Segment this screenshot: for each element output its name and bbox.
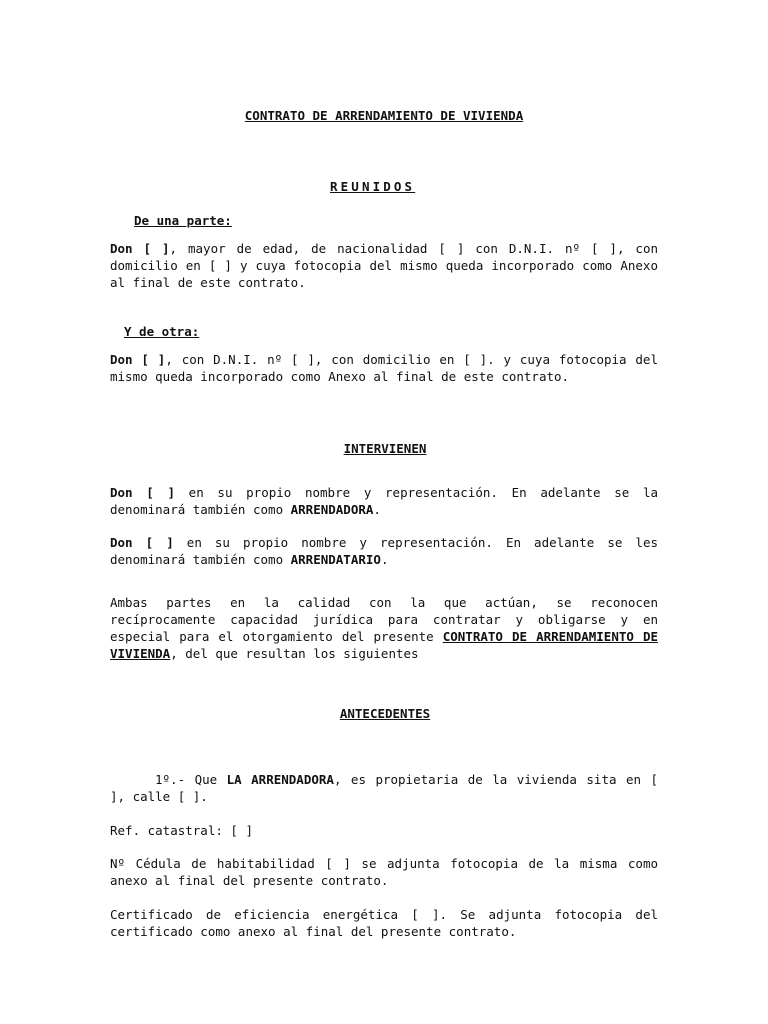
interv3-text: Ambas partes en la calidad con la que actúan, se reconocen recíprocamente capacidad jurídica para contratar y obligarse y en especial para el otorgamiento del presente (110, 595, 658, 644)
parte2-paragraph (110, 351, 658, 385)
reunidos-heading: REUNIDOS (330, 179, 416, 194)
intervienen-heading: INTERVIENEN (343, 441, 427, 456)
interv1-lead: Don [ ] (110, 485, 175, 500)
interv2-end: . (380, 552, 389, 567)
parte1-paragraph (110, 240, 658, 291)
antecedentes-heading: ANTECEDENTES (339, 706, 431, 721)
interv2-lead: Don [ ] (110, 535, 174, 550)
interv2-text: en su propio nombre y representación. En adelante se les denominará también como (110, 535, 658, 567)
antec1-bold: LA ARRENDADORA (226, 772, 334, 787)
antecedentes-paragraph-1 (110, 771, 658, 805)
arrendadora-role: ARRENDADORA (290, 502, 374, 517)
interv1-text: en su propio nombre y representación. En adelante se la denominará también como (110, 485, 658, 517)
interv3-end: , del que resultan los siguientes (170, 646, 419, 661)
document-title: CONTRATO DE ARRENDAMIENTO DE VIVIENDA (244, 108, 524, 123)
parte2-text: , con D.N.I. nº [ ], con domicilio en [ ]. y cuya fotocopia del mismo queda incorporado como Anexo al final de este contrato. (110, 352, 658, 384)
parte1-text: , mayor de edad, de nacionalidad [ ] con D.N.I. nº [ ], con domicilio en [ ] y cuya fotocopia del mismo queda incorporado como Anexo al final de este contrato. (110, 241, 659, 290)
intervienen-paragraph-2 (110, 534, 658, 568)
arrendatario-role: ARRENDATARIO (290, 552, 381, 567)
certificado-eficiencia: Certificado de eficiencia energética [ ]. Se adjunta fotocopia del certificado como anexo al final del presente contrato. (110, 907, 658, 939)
cedula-habitabilidad: Nº Cédula de habitabilidad [ ] se adjunta fotocopia de la misma como anexo al final del presente contrato. (110, 856, 658, 888)
parte2-lead: Don [ ] (110, 352, 166, 367)
interv1-end: . (373, 502, 381, 517)
intervienen-paragraph-1 (110, 484, 658, 518)
parte1-heading: De una parte: (134, 213, 232, 228)
antec1-text: , es propietaria de la vivienda sita en [ ], calle [ ]. (110, 772, 659, 804)
ref-catastral: Ref. catastral: [ ] (110, 823, 253, 838)
contract-name: CONTRATO DE ARRENDAMIENTO DE VIVIENDA (110, 629, 658, 661)
antec1-pre: 1º.- Que (155, 772, 227, 787)
parte1-lead: Don [ ] (110, 241, 170, 256)
parte2-heading: Y de otra: (124, 324, 200, 339)
intervienen-paragraph-3 (110, 594, 658, 662)
